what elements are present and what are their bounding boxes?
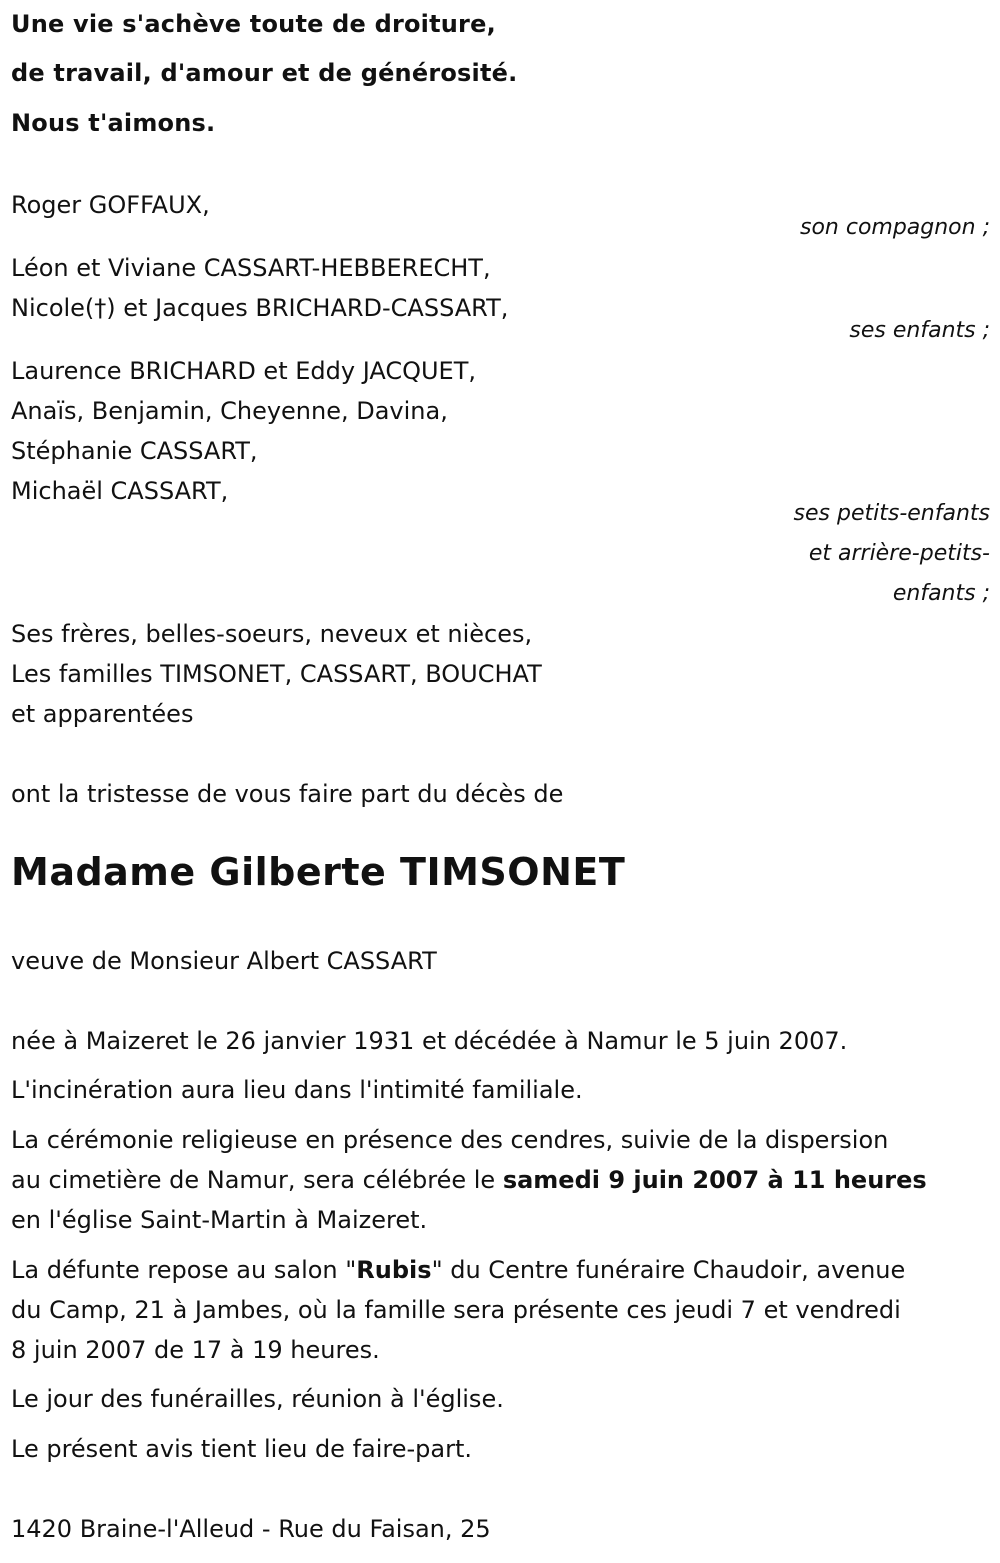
rest-line-1	[11, 1250, 991, 1290]
relatives-line: Les familles TIMSONET, CASSART, BOUCHAT	[11, 660, 542, 688]
rest-paragraph	[11, 1250, 991, 1370]
rest-text-pre: La défunte repose au salon "	[11, 1256, 357, 1284]
poem-line-2: de travail, d'amour et de générosité.	[11, 59, 518, 87]
funeral-day-text: Le jour des funérailles, réunion à l'église.	[11, 1385, 504, 1413]
rest-text-post: " du Centre funéraire Chaudoir, avenue	[431, 1256, 906, 1284]
children-names	[11, 248, 508, 328]
grandchild-name: Stéphanie CASSART,	[11, 437, 258, 465]
ceremony-date: samedi 9 juin 2007 à 11 heures	[502, 1166, 927, 1194]
relatives-line: et apparentées	[11, 700, 194, 728]
relatives-line: Ses frères, belles-soeurs, neveux et nièces,	[11, 620, 533, 648]
poem-line-3: Nous t'aimons.	[11, 109, 216, 137]
salon-name: Rubis	[356, 1256, 432, 1284]
poem-line-1: Une vie s'achève toute de droiture,	[11, 10, 496, 38]
grandchildren-relation	[794, 494, 990, 614]
child-name: Léon et Viviane CASSART-HEBBERECHT,	[11, 254, 491, 282]
relation-label: ses petits-enfants	[793, 501, 990, 526]
ceremony-line-2	[11, 1160, 991, 1200]
rest-line-2: du Camp, 21 à Jambes, où la famille sera présente ces jeudi 7 et vendredi	[11, 1296, 901, 1324]
relation-label: enfants ;	[892, 581, 990, 606]
address-text: 1420 Braine-l'Alleud - Rue du Faisan, 25	[11, 1515, 491, 1543]
grandchild-name: Anaïs, Benjamin, Cheyenne, Davina,	[11, 397, 448, 425]
relation-label: et arrière-petits-	[808, 541, 990, 566]
relation-label: son compagnon ;	[799, 215, 990, 240]
relation-label: ses enfants ;	[849, 318, 990, 343]
children-relation	[849, 311, 990, 351]
widow-of-text: veuve de Monsieur Albert CASSART	[11, 947, 437, 975]
ceremony-line-1: La cérémonie religieuse en présence des cendres, suivie de la dispersion	[11, 1126, 889, 1154]
child-name: Nicole(†) et Jacques BRICHARD-CASSART,	[11, 294, 509, 322]
deceased-name: Madame Gilberte TIMSONET	[11, 850, 626, 894]
companion-name: Roger GOFFAUX,	[11, 191, 210, 219]
companion-names	[11, 185, 210, 225]
ceremony-location-text: au cimetière de Namur, sera célébrée le	[11, 1166, 503, 1194]
grandchild-name: Michaël CASSART,	[11, 477, 229, 505]
announcement-text: ont la tristesse de vous faire part du décès de	[11, 780, 564, 808]
ceremony-line-3: en l'église Saint-Martin à Maizeret.	[11, 1206, 428, 1234]
grandchildren-names	[11, 351, 476, 511]
rest-line-3: 8 juin 2007 de 17 à 19 heures.	[11, 1336, 380, 1364]
birth-death-text: née à Maizeret le 26 janvier 1931 et décédée à Namur le 5 juin 2007.	[11, 1027, 848, 1055]
other-relatives	[11, 614, 542, 734]
companion-relation	[800, 208, 990, 248]
grandchild-name: Laurence BRICHARD et Eddy JACQUET,	[11, 357, 477, 385]
ceremony-paragraph	[11, 1120, 991, 1240]
incineration-text: L'incinération aura lieu dans l'intimité familiale.	[11, 1076, 583, 1104]
notice-text: Le présent avis tient lieu de faire-part.	[11, 1435, 473, 1463]
